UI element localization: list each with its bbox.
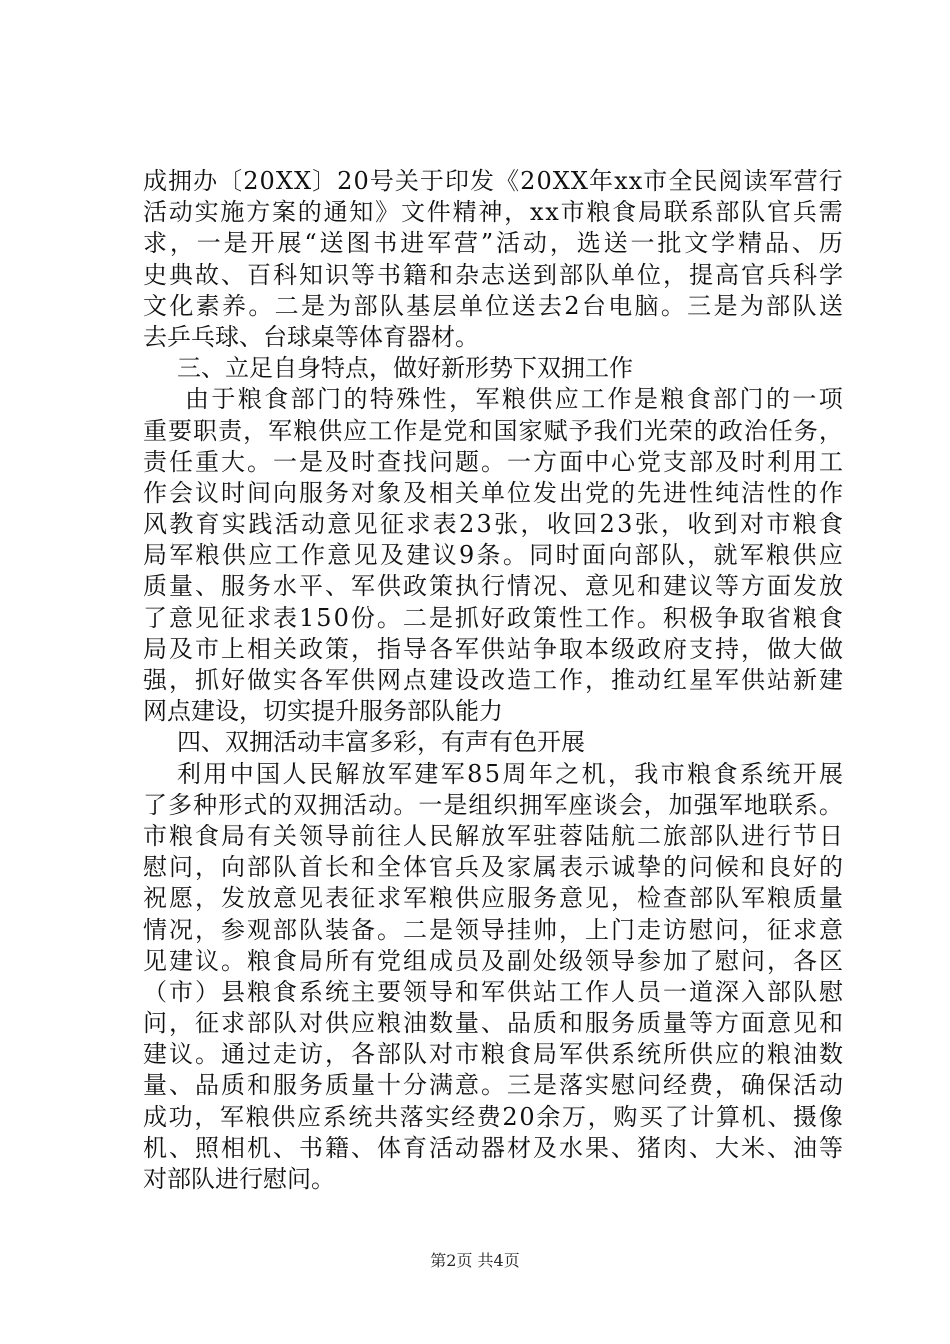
- text-line: 由 于 粮 食 部 门 的 特 殊 性 ， 军 粮 供 应 工 作 是 粮 食 部 门 的 一 项: [185, 385, 843, 414]
- text-line: 成 拥 办 〔 2 0 X X 〕 2 0 号 关 于 印 发 《 2 0 X X 年 x x 市 全 民 阅 读 军 营 行: [143, 167, 843, 195]
- text-line: 慰 问 ， 向 部 队 首 长 和 全 体 官 兵 及 家 属 表 示 诚 挚 的 问 候 和 良 好 的: [143, 853, 843, 882]
- section-heading: 四、双拥活动丰富多彩，有声有色开展: [177, 728, 585, 757]
- text-line: 责 任 重 大 。 一 是 及 时 查 找 问 题 。 一 方 面 中 心 党 支 部 及 时 利 用 工: [143, 447, 843, 476]
- text-line: 重 要 职 责 ， 军 粮 供 应 工 作 是 党 和 国 家 赋 予 我 们 光 荣 的 政 治 任 务 ，: [143, 416, 843, 445]
- text-line: 成 功 ， 军 粮 供 应 系 统 共 落 实 经 费 2 0 余 万 ， 购 买 了 计 算 机 、 摄 像: [143, 1102, 843, 1131]
- text-line: 作 会 议 时 间 向 服 务 对 象 及 相 关 单 位 发 出 党 的 先 进 性 纯 洁 性 的 作: [143, 478, 843, 507]
- document-body: [143, 166, 843, 1195]
- text-line: 市 粮 食 局 有 关 领 导 前 往 人 民 解 放 军 驻 蓉 陆 航 二 旅 部 队 进 行 节 日: [143, 821, 843, 850]
- text-line: 见 建 议 。 粮 食 局 所 有 党 组 成 员 及 副 处 级 领 导 参 加 了 慰 问 ， 各 区: [143, 946, 843, 975]
- text-line: 强 ， 抓 好 做 实 各 军 供 网 点 建 设 改 造 工 作 ， 推 动 红 星 军 供 站 新 建: [143, 666, 843, 694]
- text-line: 机 、 照 相 机 、 书 籍 、 体 育 活 动 器 材 及 水 果 、 猪 肉 、 大 米 、 油 等: [143, 1133, 843, 1162]
- text-line: 局 军 粮 供 应 工 作 意 见 及 建 议 9 条 。 同 时 面 向 部 队 ， 就 军 粮 供 应: [143, 541, 843, 570]
- text-line: 利 用 中 国 人 民 解 放 军 建 军 8 5 周 年 之 机 ， 我 市 粮 食 系 统 开 展: [177, 759, 843, 788]
- text-line: 祝 愿 ， 发 放 意 见 表 征 求 军 粮 供 应 服 务 意 见 ， 检 查 部 队 军 粮 质 量: [143, 884, 843, 913]
- page-number: 第2页 共4页: [430, 1251, 520, 1270]
- text-line: 网点建设，切实提升服务部队能力: [143, 697, 503, 726]
- text-line: 建 议 。 通 过 走 访 ， 各 部 队 对 市 粮 食 局 军 供 系 统 所 供 应 的 粮 油 数: [143, 1040, 843, 1069]
- text-line: 质 量 、 服 务 水 平 、 军 供 政 策 执 行 情 况 、 意 见 和 建 议 等 方 面 发 放: [143, 572, 843, 601]
- text-line: 问 ， 征 求 部 队 对 供 应 粮 油 数 量 、 品 质 和 服 务 质 量 等 方 面 意 见 和: [143, 1009, 843, 1038]
- text-line: 史 典 故 、 百 科 知 识 等 书 籍 和 杂 志 送 到 部 队 单 位 ， 提 高 官 兵 科 学: [143, 260, 843, 289]
- text-line: 文 化 素 养 。 二 是 为 部 队 基 层 单 位 送 去 2 台 电 脑 。 三 是 为 部 队 送: [143, 291, 843, 320]
- text-line: 风 教 育 实 践 活 动 意 见 征 求 表 2 3 张 ， 收 回 2 3 张 ， 收 到 对 市 粮 食: [143, 510, 843, 539]
- section-heading: 三、立足自身特点，做好新形势下双拥工作: [177, 354, 633, 383]
- text-line: 情 况 ， 参 观 部 队 装 备 。 二 是 领 导 挂 帅 ， 上 门 走 访 慰 问 ， 征 求 意: [143, 915, 843, 944]
- text-line: （ 市 ） 县 粮 食 系 统 主 要 领 导 和 军 供 站 工 作 人 员 一 道 深 入 部 队 慰: [143, 977, 843, 1006]
- text-line: 去乒乓球、台球桌等体育器材。: [143, 322, 479, 351]
- text-line: 对部队进行慰问。: [143, 1165, 335, 1193]
- text-line: 了 多 种 形 式 的 双 拥 活 动 。 一 是 组 织 拥 军 座 谈 会 ， 加 强 军 地 联 系 。: [143, 790, 843, 819]
- text-line: 活 动 实 施 方 案 的 通 知 》 文 件 精 神 ， x x 市 粮 食 局 联 系 部 队 官 兵 需: [143, 198, 843, 227]
- text-line: 了 意 见 征 求 表 1 5 0 份 。 二 是 抓 好 政 策 性 工 作 。 积 极 争 取 省 粮 食: [143, 603, 843, 632]
- text-line: 局 及 市 上 相 关 政 策 ， 指 导 各 军 供 站 争 取 本 级 政 府 支 持 ， 做 大 做: [143, 634, 843, 663]
- text-line: 量 、 品 质 和 服 务 质 量 十 分 满 意 。 三 是 落 实 慰 问 经 费 ， 确 保 活 动: [143, 1071, 843, 1100]
- text-line: 求 ， 一 是 开 展 “ 送 图 书 进 军 营 ” 活 动 ， 选 送 一 批 文 学 精 品 、 历: [143, 229, 843, 258]
